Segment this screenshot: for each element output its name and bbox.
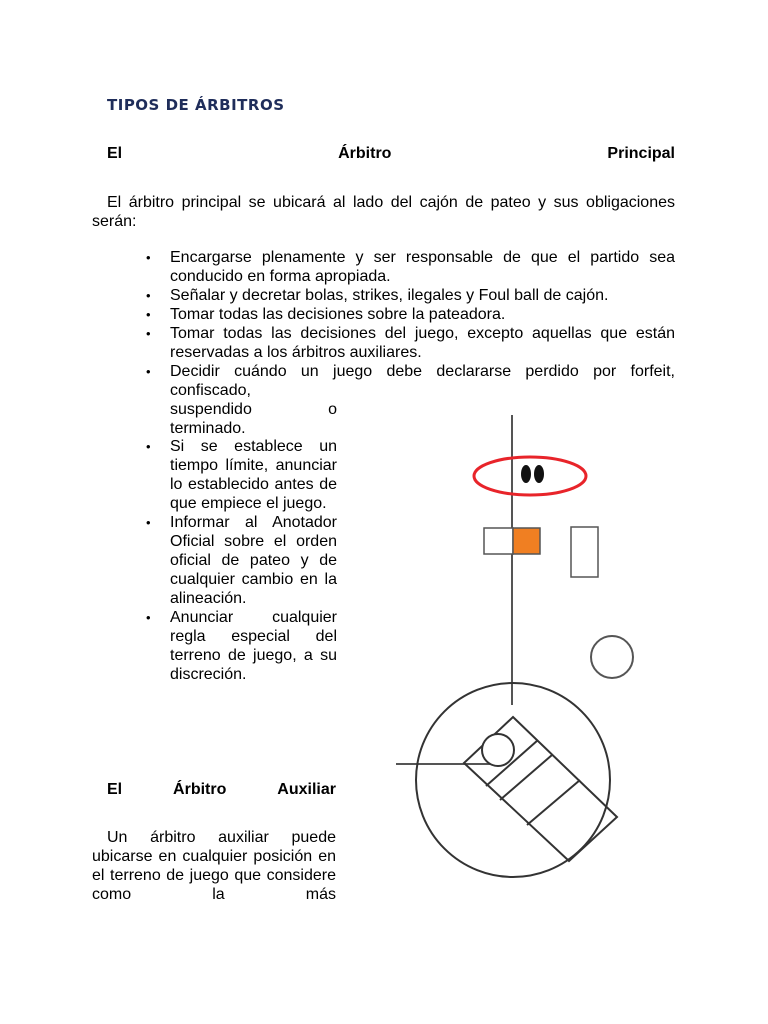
auxiliar-heading (107, 781, 336, 799)
principal-duties-list-narrow (170, 437, 337, 684)
heading-word: Árbitro (338, 145, 392, 162)
continuation-word: suspendido (170, 401, 252, 418)
umpire-marker (534, 465, 544, 483)
home-base-circle (482, 734, 514, 766)
list-item: • Tomar todas las decisiones del juego, excepto aquellas que están reservadas a los árbitros auxiliares. (170, 324, 675, 362)
list-item: • Decidir cuándo un juego debe declararse perdido por forfeit, (170, 362, 675, 381)
list-item: • Tomar todas las decisiones sobre la pateadora. (170, 305, 675, 324)
umpire-position-box (513, 528, 540, 554)
principal-duties-list (170, 248, 675, 381)
list-item-continuation (170, 381, 337, 438)
list-item: • Informar al Anotador Oficial sobre el orden oficial de pateo y de cualquier cambio en la alineación. (170, 513, 337, 608)
field-diagram (380, 405, 650, 905)
heading-word: Principal (607, 145, 675, 162)
heading-word: El (107, 145, 123, 162)
plate-line (527, 780, 580, 825)
principal-intro: El árbitro principal se ubicará al lado del cajón de pateo y sus obligaciones serán: (92, 194, 675, 230)
continuation-line (170, 400, 337, 419)
heading-word: El (107, 781, 123, 798)
batter-box-right (571, 527, 598, 577)
heading-word: Árbitro (173, 781, 227, 798)
on-deck-circle (591, 636, 633, 678)
continuation-word: o (328, 401, 337, 418)
list-item: • Señalar y decretar bolas, strikes, ilegales y Foul ball de cajón. (170, 286, 675, 305)
auxiliar-text: Un árbitro auxiliar puede ubicarse en cualquier posición en el terreno de juego que considere como la más (92, 829, 336, 903)
page-title: TIPOS DE ÁRBITROS (107, 96, 285, 114)
list-item: • Encargarse plenamente y ser responsable de que el partido sea conducido en forma apropiada. (170, 248, 675, 286)
principal-heading (107, 145, 675, 163)
batter-box-left (484, 528, 513, 554)
list-item: • Si se establece un tiempo límite, anunciar lo establecido antes de que empiece el juego. (170, 437, 337, 513)
umpire-marker (521, 465, 531, 483)
list-item: • Anunciar cualquier regla especial del terreno de juego, a su discreción. (170, 608, 337, 684)
field-circle (416, 683, 610, 877)
continuation-line: confiscado, (170, 382, 251, 399)
heading-word: Auxiliar (277, 781, 336, 798)
continuation-line: terminado. (170, 420, 246, 437)
